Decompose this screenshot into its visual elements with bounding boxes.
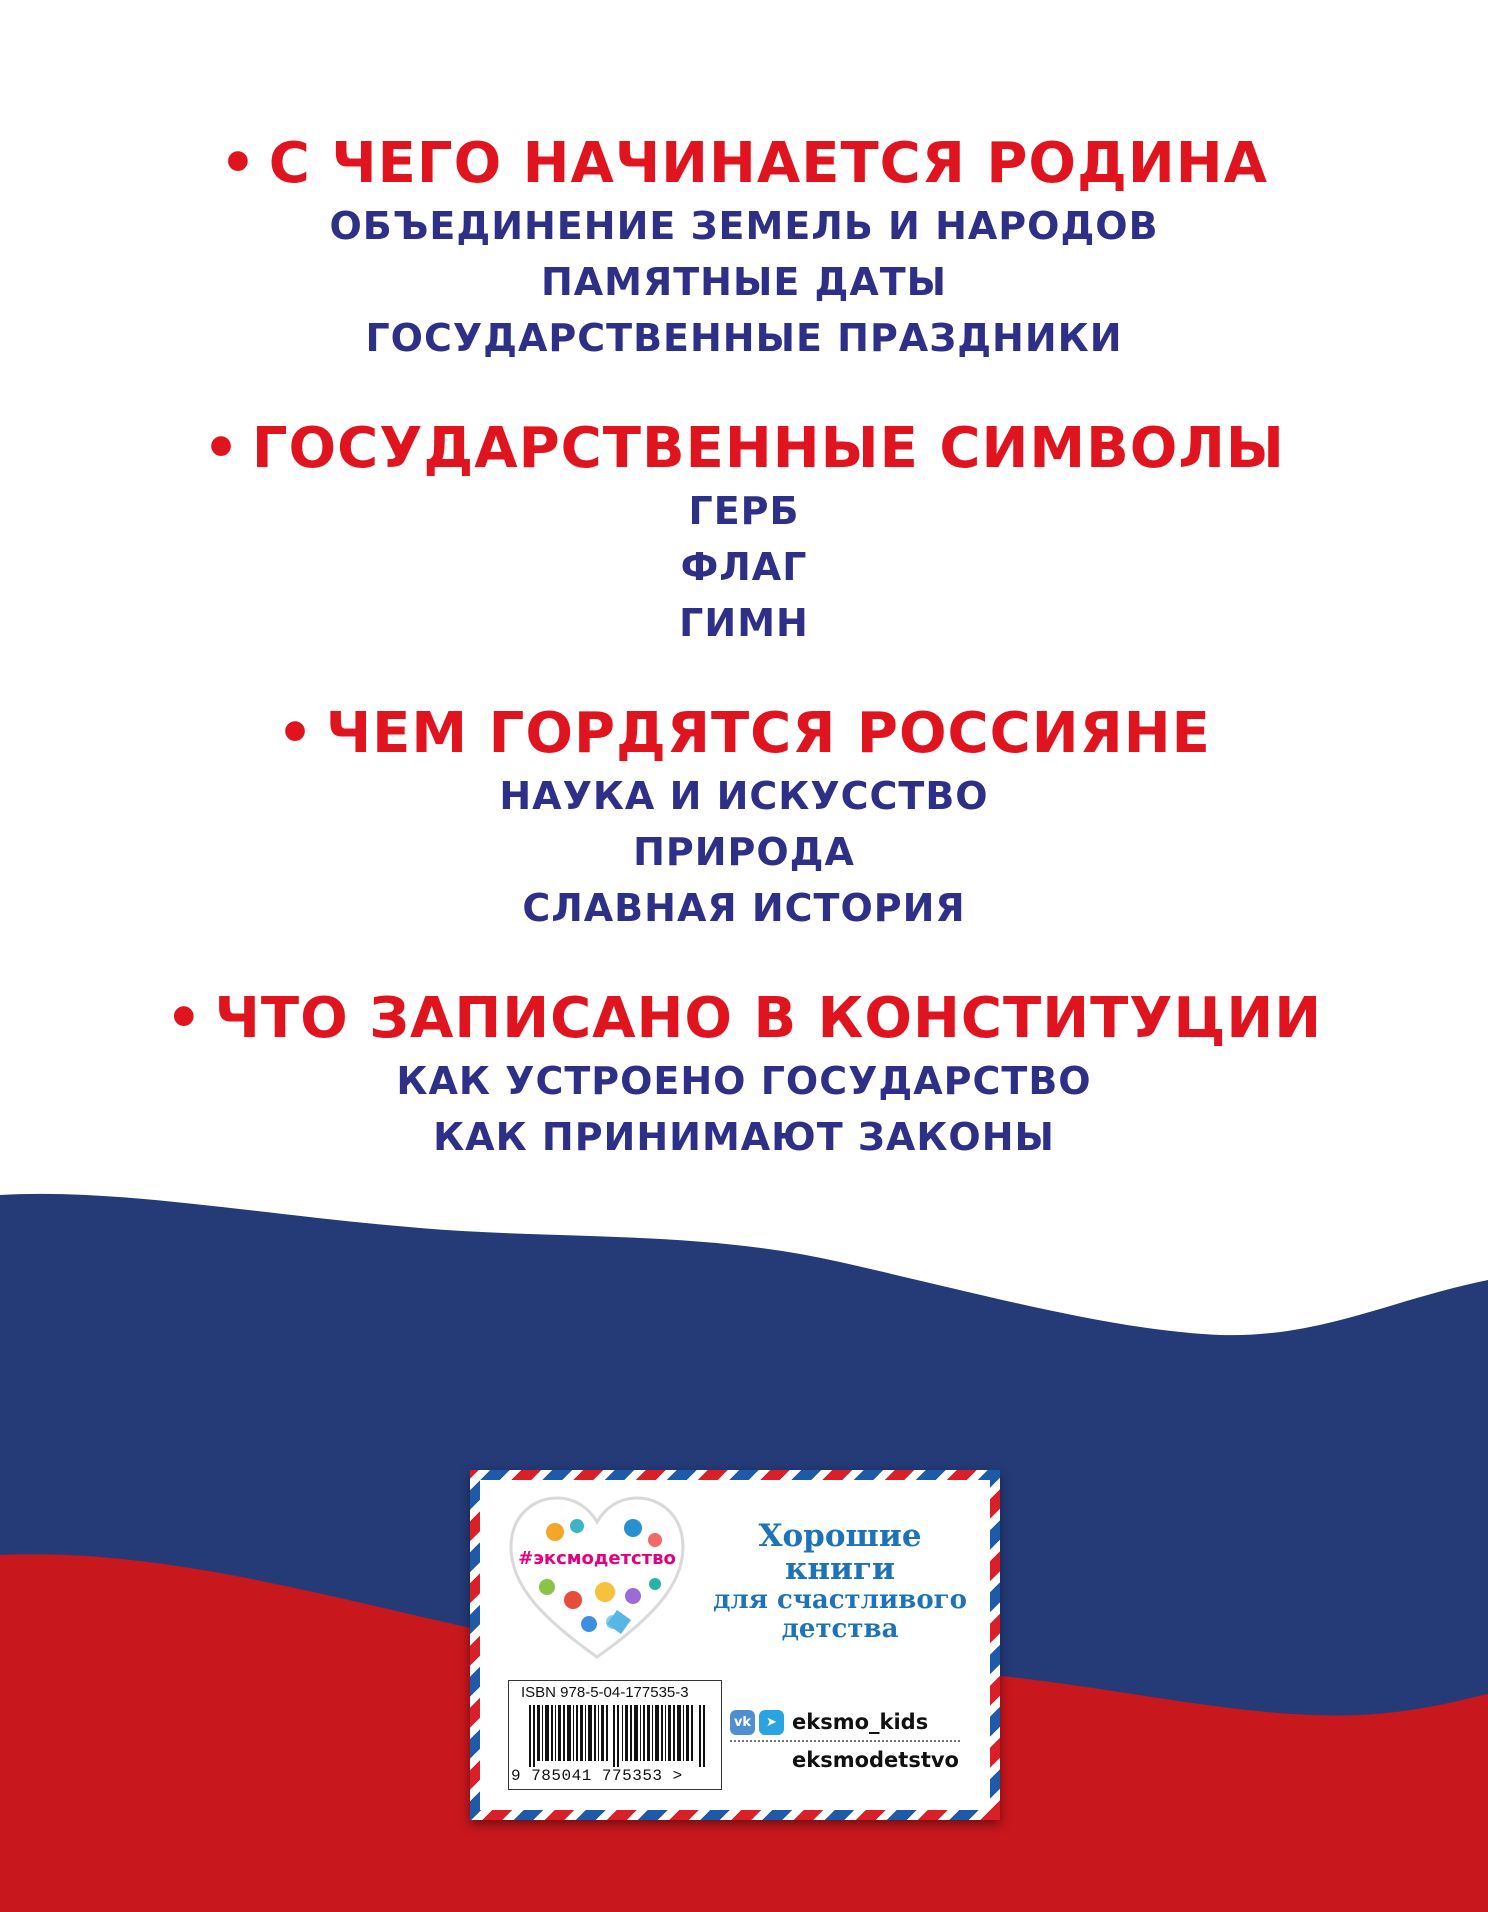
section-heading (0, 700, 1488, 768)
social-handle: eksmo_kids (792, 1710, 929, 1734)
section-item: СЛАВНАЯ ИСТОРИЯ (522, 886, 966, 930)
section-item: НАУКА И ИСКУССТВО (499, 774, 989, 818)
publisher-postcard (470, 1470, 1000, 1820)
slogan-line: Хорошие (758, 1518, 922, 1554)
section-pride (0, 700, 1488, 936)
bullet: • (220, 131, 257, 196)
isbn-barcode-box (508, 1680, 722, 1790)
section-item: КАК УСТРОЕНО ГОСУДАРСТВО (396, 1059, 1092, 1103)
section-item: ГИМН (679, 601, 809, 645)
section-item: ГЕРБ (688, 489, 800, 533)
section-item: ФЛАГ (680, 545, 808, 589)
section-item: ПРИРОДА (633, 830, 855, 874)
heart-doodle (539, 1579, 555, 1595)
slogan (705, 1520, 975, 1644)
section-heading-text: ГОСУДАРСТВЕННЫЕ СИМВОЛЫ (251, 416, 1285, 481)
bullet: • (203, 416, 240, 481)
section-item: ОБЪЕДИНЕНИЕ ЗЕМЕЛЬ И НАРОДОВ (329, 204, 1159, 248)
social-handle-row[interactable] (730, 1704, 960, 1740)
heart-doodle (595, 1582, 615, 1602)
vk-icon: vk (730, 1710, 755, 1735)
heart-doodle (624, 1519, 642, 1537)
section-heading-text: ЧТО ЗАПИСАНО В КОНСТИТУЦИИ (214, 986, 1323, 1051)
section-item: КАК ПРИНИМАЮТ ЗАКОНЫ (433, 1115, 1055, 1159)
social-links (730, 1704, 960, 1778)
section-item: ГОСУДАРСТВЕННЫЕ ПРАЗДНИКИ (365, 316, 1123, 360)
heart-doodle (564, 1591, 582, 1609)
section-item: ПАМЯТНЫЕ ДАТЫ (540, 260, 948, 304)
section-homeland (0, 130, 1488, 366)
barcode (529, 1705, 709, 1767)
slogan-line: детства (781, 1614, 899, 1645)
heart-logo-text: #эксмодетство (518, 1548, 676, 1569)
section-heading (0, 130, 1488, 198)
telegram-icon: ➤ (759, 1710, 784, 1735)
isbn-text: ISBN 978-5-04-177535-3 (521, 1684, 689, 1701)
slogan-line: для счастливого (713, 1585, 967, 1616)
ean-digits: 9 785041 775353 > (511, 1767, 683, 1785)
section-heading-text: С ЧЕГО НАЧИНАЕТСЯ РОДИНА (268, 131, 1268, 196)
social-site: eksmodetstvo (792, 1748, 959, 1772)
slogan-line: книги (784, 1550, 896, 1587)
eksmodetstvo-heart-logo (505, 1492, 690, 1662)
postcard-inner (480, 1480, 990, 1810)
barcode-bars (529, 1705, 705, 1767)
heart-doodle (546, 1523, 564, 1541)
heart-shape (511, 1498, 683, 1657)
bullet: • (165, 986, 203, 1051)
section-heading (0, 415, 1488, 483)
heart-doodle (581, 1616, 597, 1632)
section-state-symbols (0, 415, 1488, 651)
section-constitution (0, 985, 1488, 1165)
heart-doodle (570, 1519, 584, 1533)
bullet: • (277, 701, 314, 766)
section-heading-text: ЧЕМ ГОРДЯТСЯ РОССИЯНЕ (325, 701, 1211, 766)
section-heading (0, 985, 1488, 1053)
heart-doodle (649, 1578, 661, 1590)
heart-doodle (625, 1588, 641, 1604)
heart-doodle (648, 1533, 662, 1547)
social-site-row[interactable] (730, 1740, 960, 1778)
